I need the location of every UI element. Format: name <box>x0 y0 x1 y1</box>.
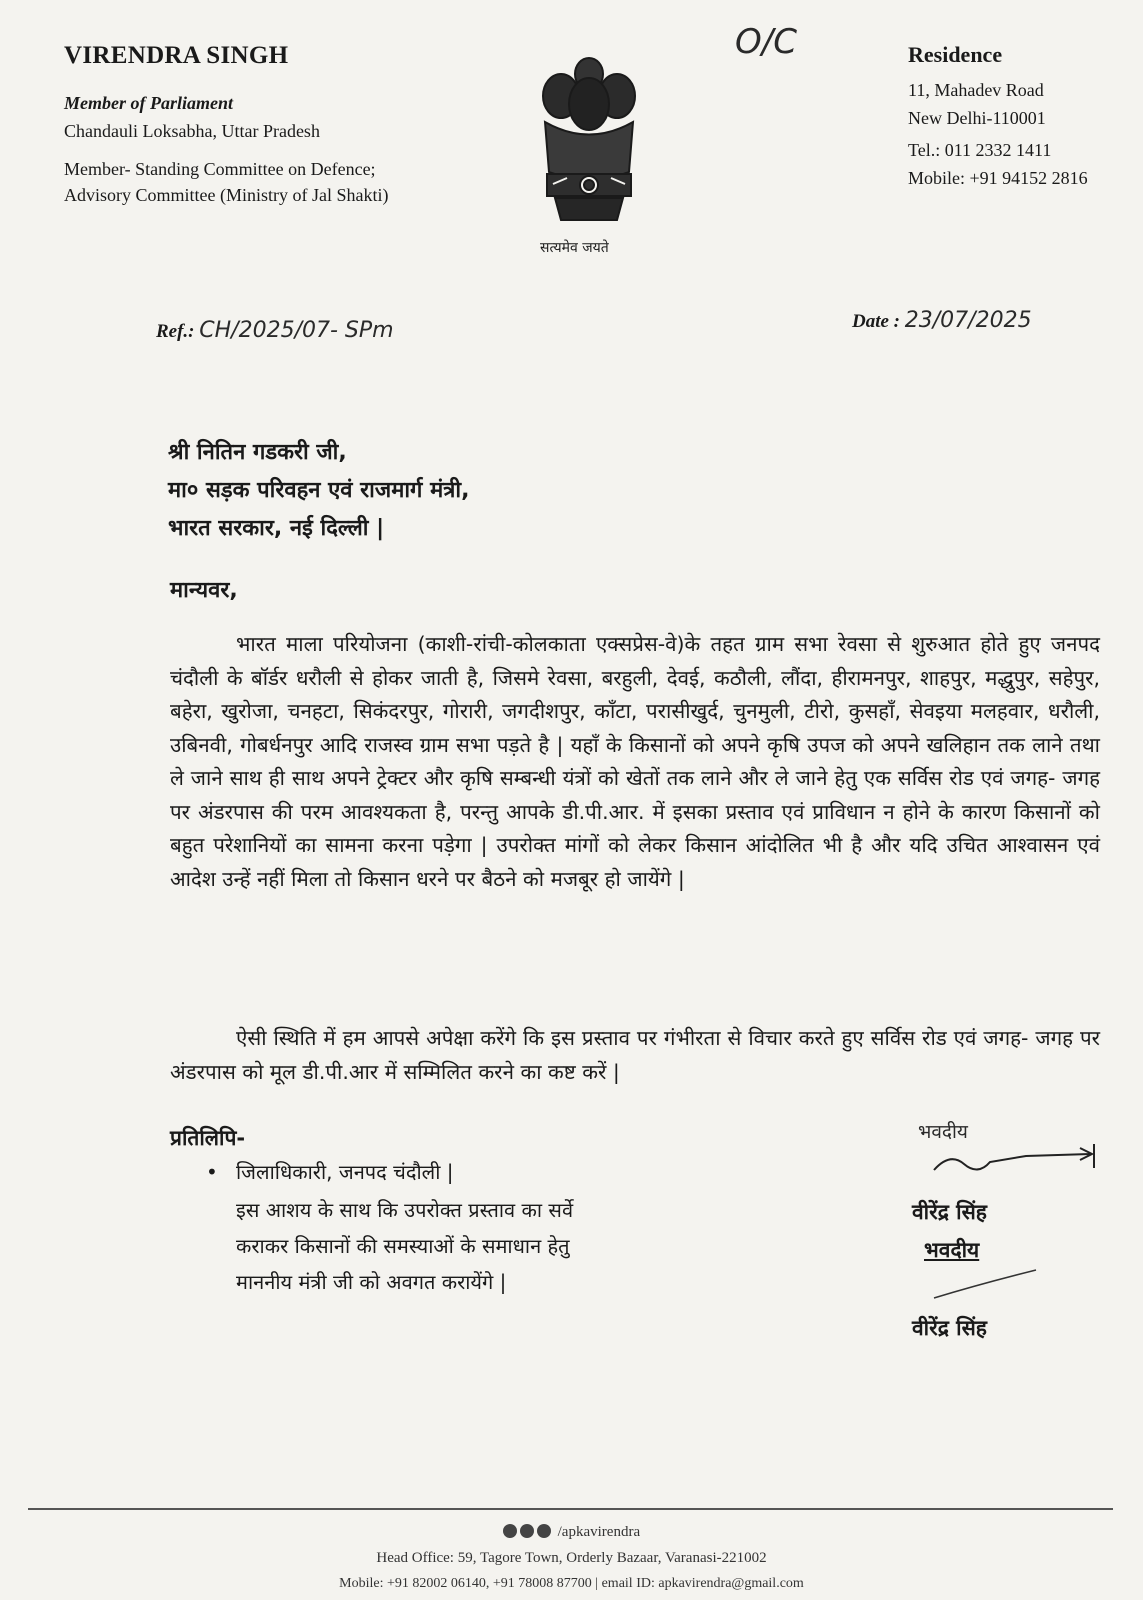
residence-mobile: Mobile: +91 94152 2816 <box>908 168 1088 188</box>
residence-address-2: New Delhi-110001 <box>908 108 1046 128</box>
footer-divider <box>28 1508 1113 1510</box>
sender-constituency: Chandauli Loksabha, Uttar Pradesh <box>64 121 320 141</box>
residence-address-1: 11, Mahadev Road <box>908 80 1044 100</box>
signature-name-1: वीरेंद्र सिंह <box>912 1200 987 1224</box>
sender-committee-1: Member- Standing Committee on Defence; <box>64 159 376 179</box>
signature-stroke-icon <box>930 1268 1040 1302</box>
signature-closing-handwritten: भवदीय <box>918 1121 968 1143</box>
residence-title: Residence <box>908 42 1003 67</box>
addressee-line-3: भारत सरकार, नई दिल्ली | <box>168 516 385 541</box>
reference-value: CH/2025/07- SPm <box>199 318 394 343</box>
copy-line-1: इस आशय के साथ कि उपरोक्त प्रस्ताव का सर्वे <box>236 1198 574 1222</box>
copy-bullet: • <box>206 1160 218 1184</box>
copy-title: प्रतिलिपि- <box>170 1126 246 1150</box>
date-label: Date : <box>852 311 901 332</box>
body-paragraph-2: ऐसी स्थिति में हम आपसे अपेक्षा करेंगे कि इस प्रस्ताव पर गंभीरता से विचार करते हुए सर्विस रोड एवं जगह- जगह पर अंडरपास को मूल डी.पी.आर में सम्मिलित करने का कष्ट करें | <box>170 1026 1100 1084</box>
national-emblem-icon <box>533 52 645 237</box>
handwritten-annotation: O/C <box>735 22 797 62</box>
copy-recipient: जिलाधिकारी, जनपद चंदौली | <box>236 1160 454 1184</box>
reference <box>156 318 394 343</box>
copy-line-2: कराकर किसानों की समस्याओं के समाधान हेतु <box>236 1234 570 1258</box>
instagram-icon <box>537 1524 551 1538</box>
copy-line-3: माननीय मंत्री जी को अवगत करायेंगे | <box>236 1270 507 1294</box>
signature-name-2: वीरेंद्र सिंह <box>912 1316 987 1340</box>
signature-closing: भवदीय <box>924 1238 980 1262</box>
body-paragraph-1: भारत माला परियोजना (काशी-रांची-कोलकाता एक्सप्रेस-वे)के तहत ग्राम सभा रेवसा से शुरुआत होते हुए जनपद चंदौली के बॉर्डर धरौली से होकर जाती है, जिसमे रेवसा, बरहुली, देवई, कठौली, लौंदा, हीरामनपुर, शाहपुर, मद्धुपुर, सहेपुर, बहेरा, खुरोजा, चनहटा, सिकंदरपुर, गोरारी, जगदीशपुर, काँटा, परासीखुर्द, चुनमुली, टीरो, कुसहाँ, सेवइया मलहवार, धरौली, उबिनवी, गोबर्धनपुर आदि राजस्व ग्राम सभा पड़ते है | यहाँ के किसानों को अपने कृषि उपज को अपने खलिहान तक लाने तथा ले जाने साथ ही साथ अपने ट्रेक्टर और कृषि सम्बन्धी यंत्रों को खेतों तक लाने और ले जाने हेतु एक सर्विस रोड एवं जगह- जगह पर अंडरपास की परम आवश्यकता है, परन्तु आपके डी.पी.आर. में इसका प्रस्ताव एवं प्राविधान न होने के कारण किसानों को बहुत परेशानियों का सामना करना पड़ेगा | उपरोक्त मांगों को लेकर किसान आंदोलित भी है और यदि उचित आश्वासन एवं आदेश उन्हें नहीं मिला तो किसान धरने पर बैठने को मजबूर हो जायेंगे | <box>170 632 1100 891</box>
date <box>852 308 1032 333</box>
emblem-motto: सत्यमेव जयते <box>540 240 609 256</box>
sender-committee-2: Advisory Committee (Ministry of Jal Shakti) <box>64 185 389 205</box>
reference-label: Ref.: <box>156 321 195 342</box>
salutation: मान्यवर, <box>170 578 238 603</box>
sender-name: VIRENDRA SINGH <box>64 42 289 69</box>
footer-social <box>0 1524 1143 1541</box>
addressee-line-2: मा० सड़क परिवहन एवं राजमार्ग मंत्री, <box>168 478 470 503</box>
footer-social-handle: /apkavirendra <box>557 1524 641 1540</box>
addressee-line-1: श्री नितिन गडकरी जी, <box>168 440 347 465</box>
whatsapp-icon <box>503 1524 517 1538</box>
sender-designation: Member of Parliament <box>64 93 233 113</box>
signature-scribble-icon <box>930 1144 1100 1178</box>
facebook-icon <box>520 1524 534 1538</box>
date-value: 23/07/2025 <box>904 308 1032 333</box>
footer-head-office: Head Office: 59, Tagore Town, Orderly Bazaar, Varanasi-221002 <box>376 1550 767 1566</box>
residence-tel: Tel.: 011 2332 1411 <box>908 140 1052 160</box>
footer-contact: Mobile: +91 82002 06140, +91 78008 87700 | email ID: apkavirendra@gmail.com <box>339 1576 804 1591</box>
